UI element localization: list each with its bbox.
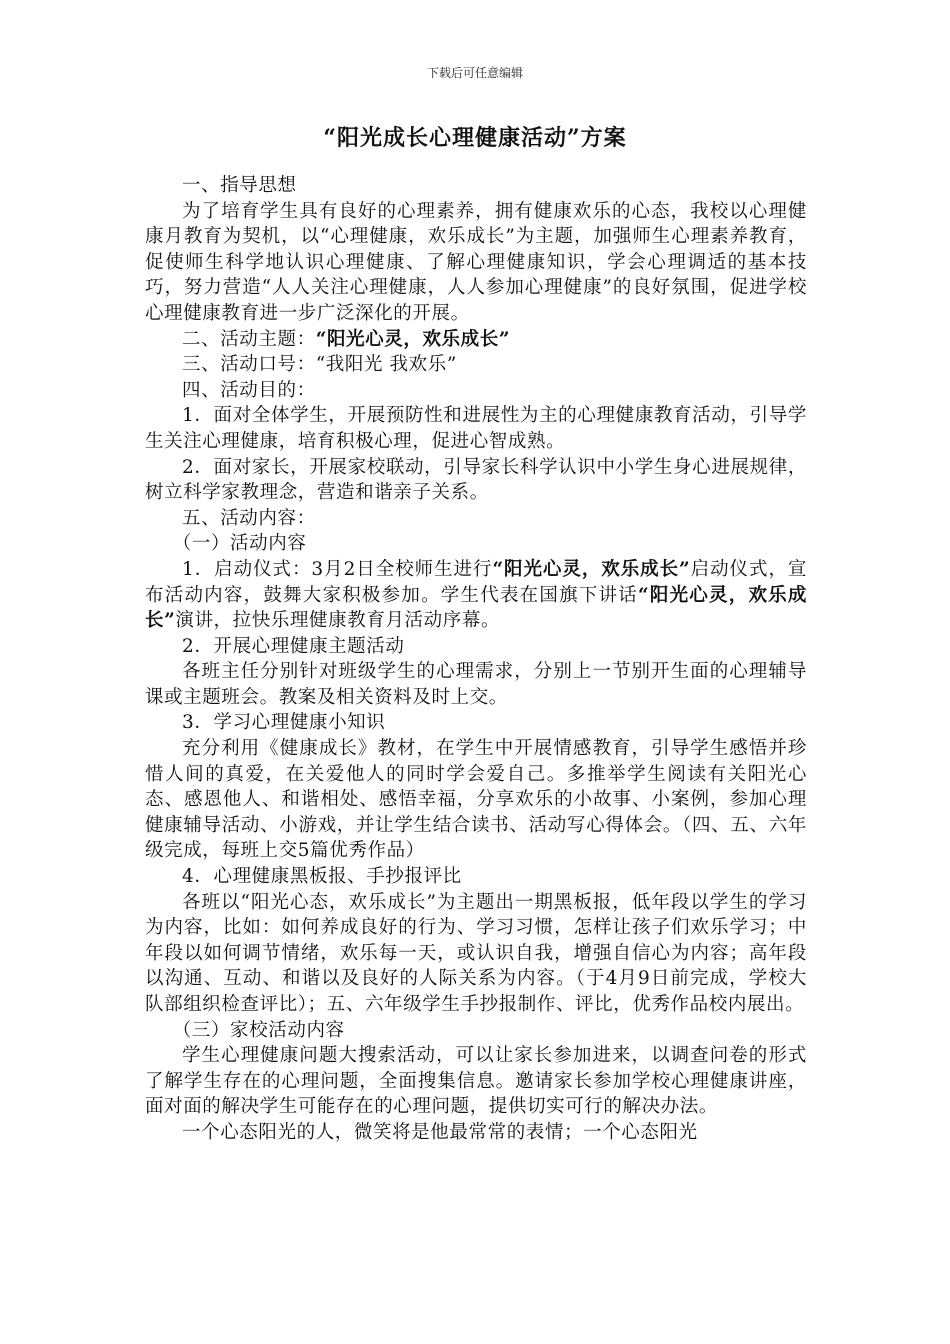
paragraph-closing: 一个心态阳光的人，微笑将是他最常常的表情；一个心态阳光 xyxy=(182,1121,698,1143)
content-item-1 xyxy=(145,557,807,634)
content-item-1-part-a: 1．启动仪式：3月2日全校师生进行 xyxy=(182,558,493,580)
section-activity-slogan: 三、活动口号：“我阳光 我欢乐” xyxy=(182,354,457,376)
content-item-1-part-c: 启动仪式，宣布活动内容，鼓舞大家积极参加。学生代表在国旗下讲话 xyxy=(145,558,808,606)
purpose-item-1: 1．面对全体学生，开展预防性和进展性为主的心理健康教育活动，引导学生关注心理健康，培育积极心理，促进心智成熟。 xyxy=(145,405,807,452)
header-note: 下载后可任意编辑 xyxy=(426,66,523,80)
section-heading-activity-content: 五、活动内容： xyxy=(182,507,316,529)
purpose-item-2: 2．面对家长，开展家校联动，引导家长科学认识中小学生身心进展规律，树立科学家教理念，营造和谐亲子关系。 xyxy=(145,456,807,504)
document-body xyxy=(145,173,807,1146)
section-activity-theme xyxy=(145,327,807,353)
subsection-family-activities: （三）家校活动内容 xyxy=(172,1019,345,1041)
content-item-4-heading: 4．心理健康黑板报、手抄报评比 xyxy=(182,866,462,888)
section-heading-activity-purpose: 四、活动目的： xyxy=(182,379,316,401)
content-item-4-body: 各班以“阳光心态，欢乐成长”为主题出一期黑板报，低年段以学生的学习为内容，比如：如何养成良好的行为、学习习惯，怎样让孩子们欢乐学习；中年段以如何调节情绪，欢乐每一天，或认识自我，增强自信心为内容；高年段以沟通、互动、和谐以及良好的人际关系为内容。（于4月9日前完成，学校大队部组织检查评比）；五、六年级学生手抄报制作、评比，优秀作品校内展出。 xyxy=(145,891,807,1015)
content-item-1-theme-a: “阳光心灵，欢乐成长” xyxy=(492,558,691,580)
paragraph-family-activities: 学生心理健康问题大搜索活动，可以让家长参加进来，以调查问卷的形式了解学生存在的心理问题，全面搜集信息。邀请家长参加学校心理健康讲座，面对面的解决学生可能存在的心理问题，提供切实可行的解决办法。 xyxy=(145,1045,807,1118)
content-item-3-body: 充分利用《健康成长》教材，在学生中开展情感教育，引导学生感悟并珍惜人间的真爱，在关爱他人的同时学会爱自己。多推举学生阅读有关阳光心态、感恩他人、和谐相处、感悟幸福，分享欢乐的小故事、小案例，参加心理健康辅导活动、小游戏，并让学生结合读书、活动写心得体会。（四、五、六年级完成，每班上交5篇优秀作品） xyxy=(145,738,807,862)
activity-theme-value: “阳光心灵，欢乐成长” xyxy=(315,328,511,350)
document-title: “阳光成长心理健康活动”方案 xyxy=(323,125,627,151)
content-item-1-part-e: 演讲，拉快乐理健康教育月活动序幕。 xyxy=(175,610,501,632)
section-heading-guiding-ideology: 一、指导思想 xyxy=(182,175,297,196)
content-item-2-body: 各班主任分别针对班级学生的心理需求，分别上一节别开生面的心理辅导课或主题班会。教案及相关资料及时上交。 xyxy=(145,661,807,708)
activity-theme-label: 二、活动主题： xyxy=(182,328,316,350)
paragraph-guiding-ideology: 为了培育学生具有良好的心理素养，拥有健康欢乐的心态，我校以心理健康月教育为契机，以“心理健康，欢乐成长”为主题，加强师生心理素养教育，促使师生科学地认识心理健康、了解心理健康知识，学会心理调适的基本技巧，努力营造“人人关注心理健康，人人参加心理健康”的良好氛围，促进学校心理健康教育进一步广泛深化的开展。 xyxy=(145,200,807,324)
content-item-1-theme-b: “阳光心灵，欢乐成长” xyxy=(145,584,807,632)
content-item-3-heading: 3．学习心理健康小知识 xyxy=(182,712,386,734)
subsection-activity-content: （一）活动内容 xyxy=(172,533,307,555)
content-item-2-heading: 2．开展心理健康主题活动 xyxy=(182,635,405,657)
